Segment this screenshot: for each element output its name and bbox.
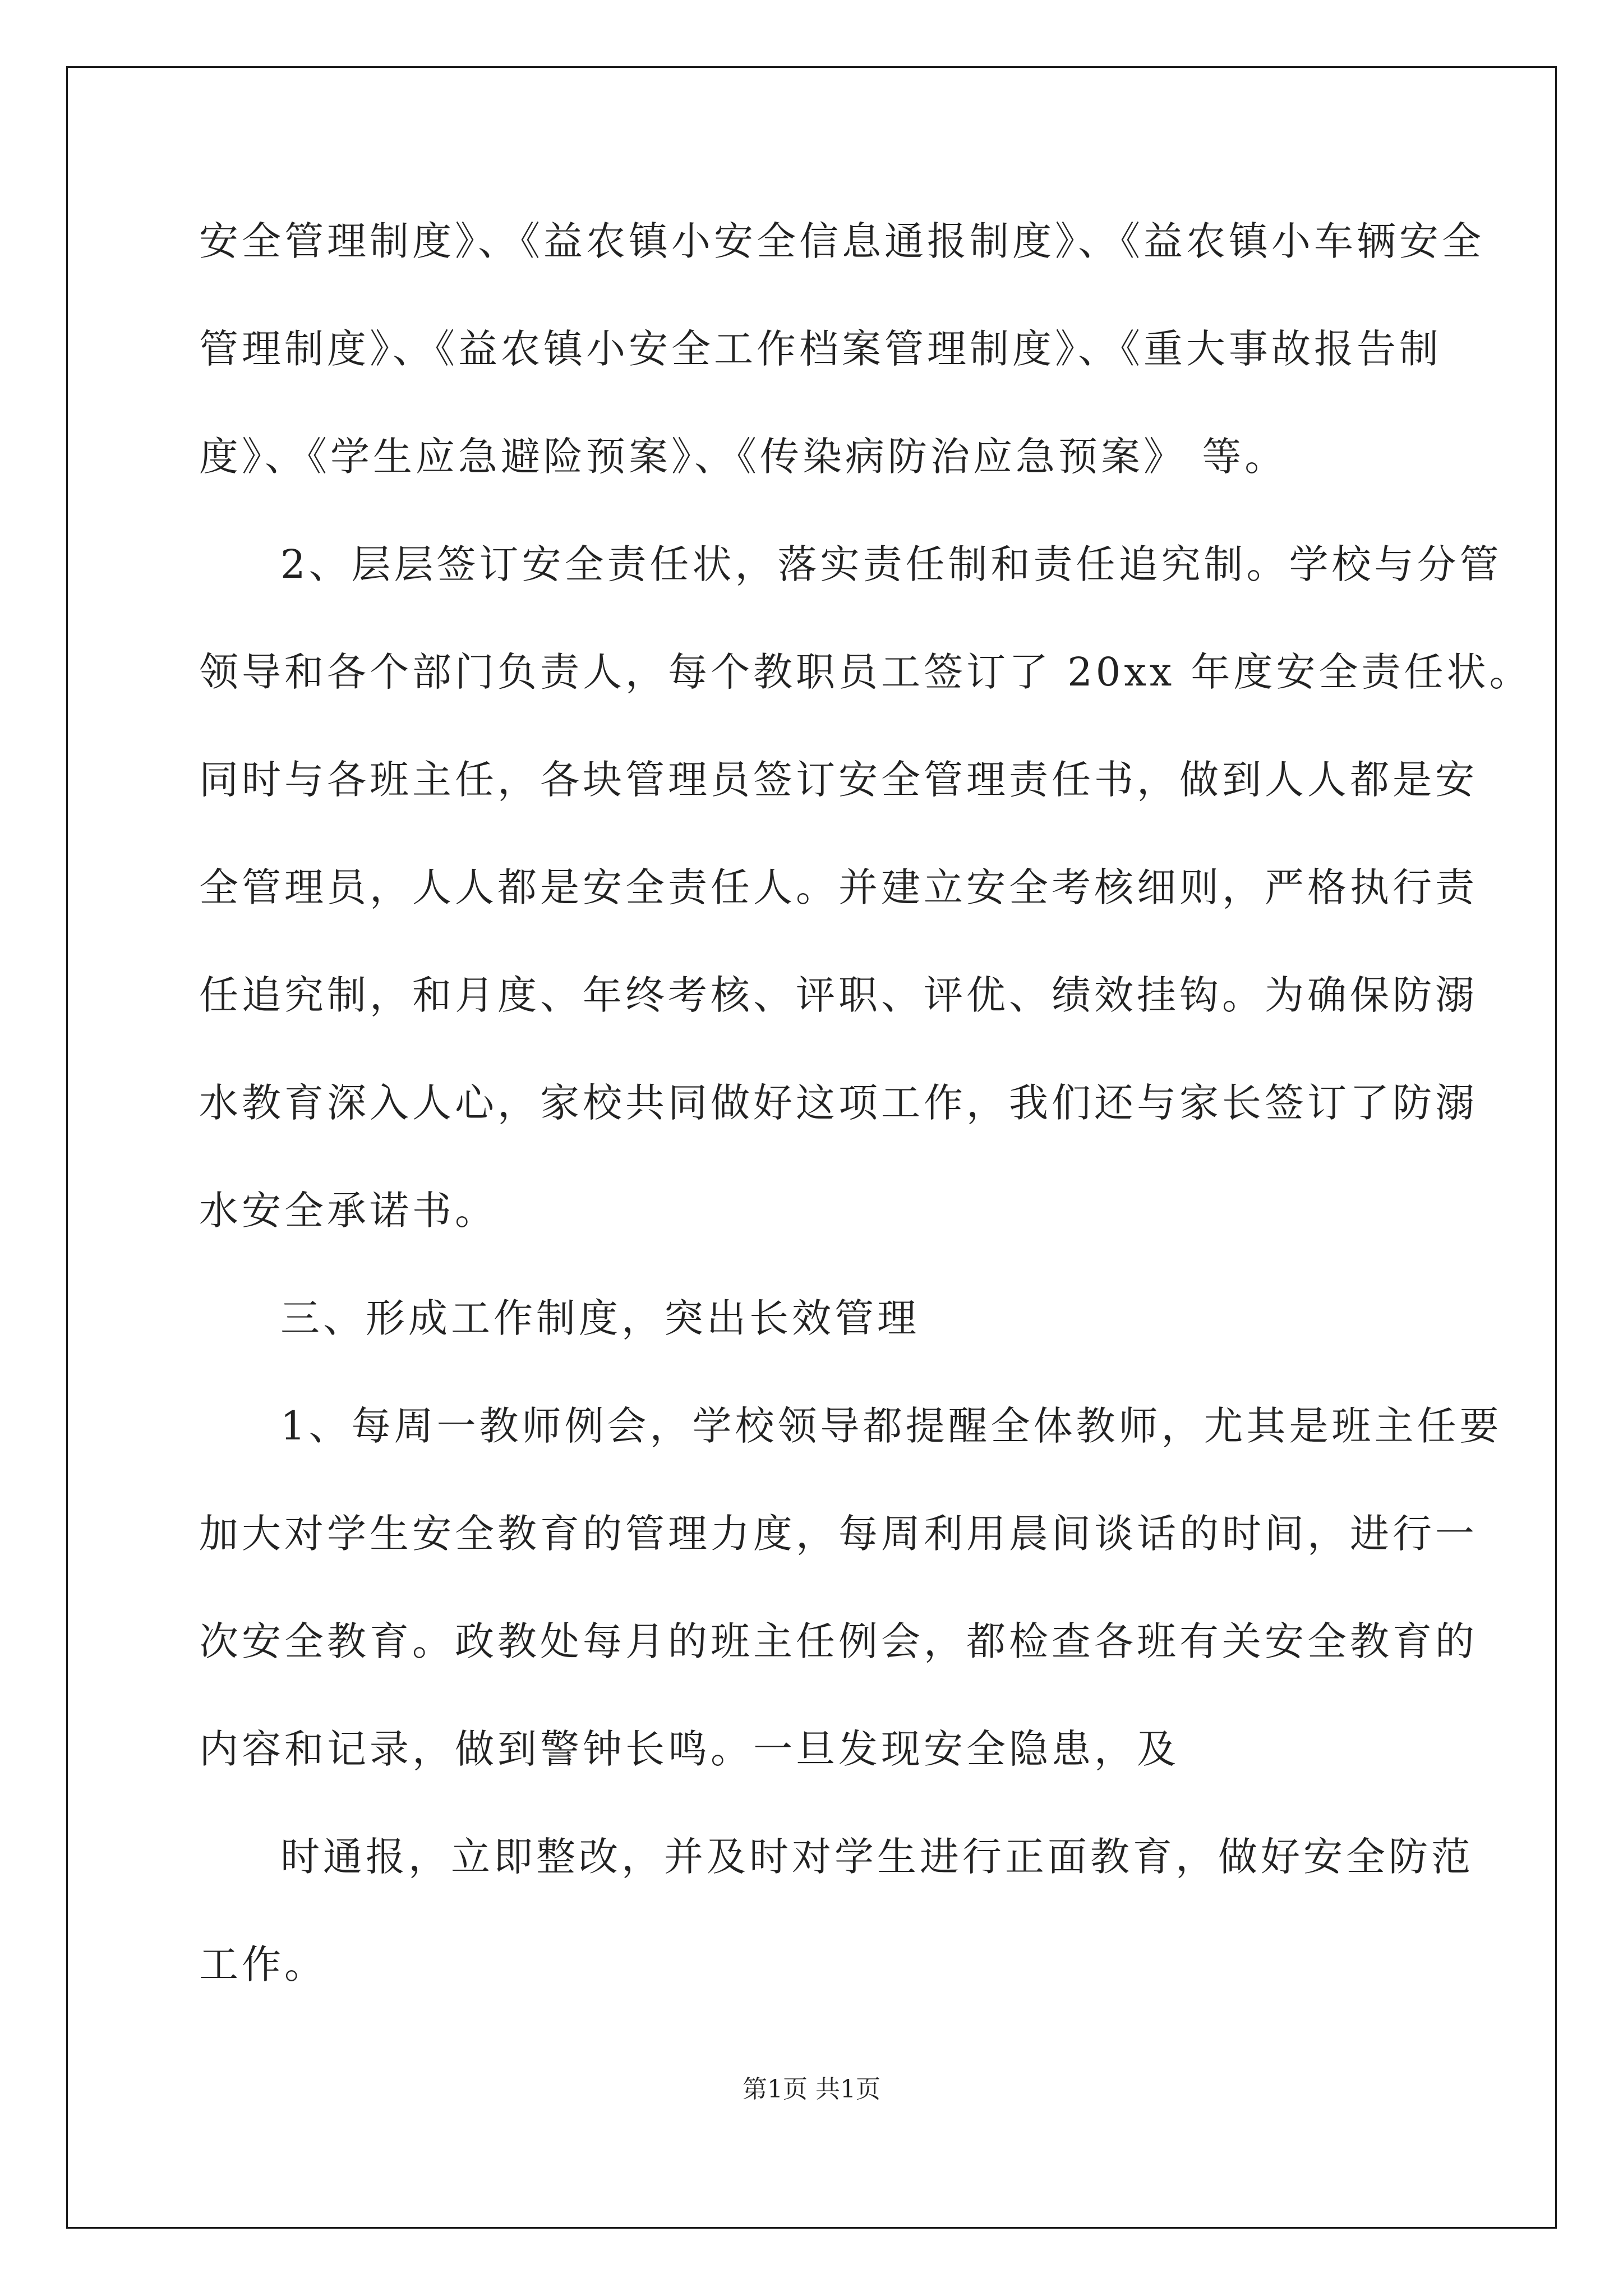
page-number-footer: 第1页 共1页: [743, 2075, 880, 2104]
text-line: 管理制度》、《益农镇小安全工作档案管理制度》、《重大事故报告制: [199, 326, 1442, 372]
text-line: 加大对学生安全教育的管理力度，每周利用晨间谈话的时间，进行一: [199, 1511, 1478, 1557]
text-line: 安全管理制度》、《益农镇小安全信息通报制度》、《益农镇小车辆安全: [199, 218, 1484, 264]
text-line: 水安全承诺书。: [199, 1188, 497, 1234]
text-line: 水教育深入人心，家校共同做好这项工作，我们还与家长签订了防溺: [199, 1080, 1478, 1126]
section-heading: 三、形成工作制度，突出长效管理: [280, 1295, 920, 1341]
text-line: 任追究制，和月度、年终考核、评职、评优、绩效挂钩。为确保防溺: [199, 972, 1478, 1018]
paragraph-start-line: 1、每周一教师例会，学校领导都提醒全体教师，尤其是班主任要: [280, 1403, 1502, 1449]
paragraph-start-line: 2、层层签订安全责任状，落实责任制和责任追究制。学校与分管: [280, 541, 1502, 587]
text-line: 全管理员，人人都是安全责任人。并建立安全考核细则，严格执行责: [199, 864, 1478, 910]
text-line: 度》、《学生应急避险预案》、《传染病防治应急预案》 等。: [199, 434, 1288, 480]
text-line: 次安全教育。政教处每月的班主任例会，都检查各班有关安全教育的: [199, 1618, 1478, 1664]
page-border: [66, 66, 1557, 2229]
text-line: 同时与各班主任，各块管理员签订安全管理责任书，做到人人都是安: [199, 757, 1478, 803]
text-line: 工作。: [199, 1941, 327, 1987]
text-line: 内容和记录，做到警钟长鸣。一旦发现安全隐患，及: [199, 1726, 1179, 1772]
paragraph-start-line: 时通报，立即整改，并及时对学生进行正面教育，做好安全防范: [280, 1834, 1474, 1880]
text-line: 领导和各个部门负责人，每个教职员工签订了 20xx 年度安全责任状。: [199, 649, 1532, 695]
